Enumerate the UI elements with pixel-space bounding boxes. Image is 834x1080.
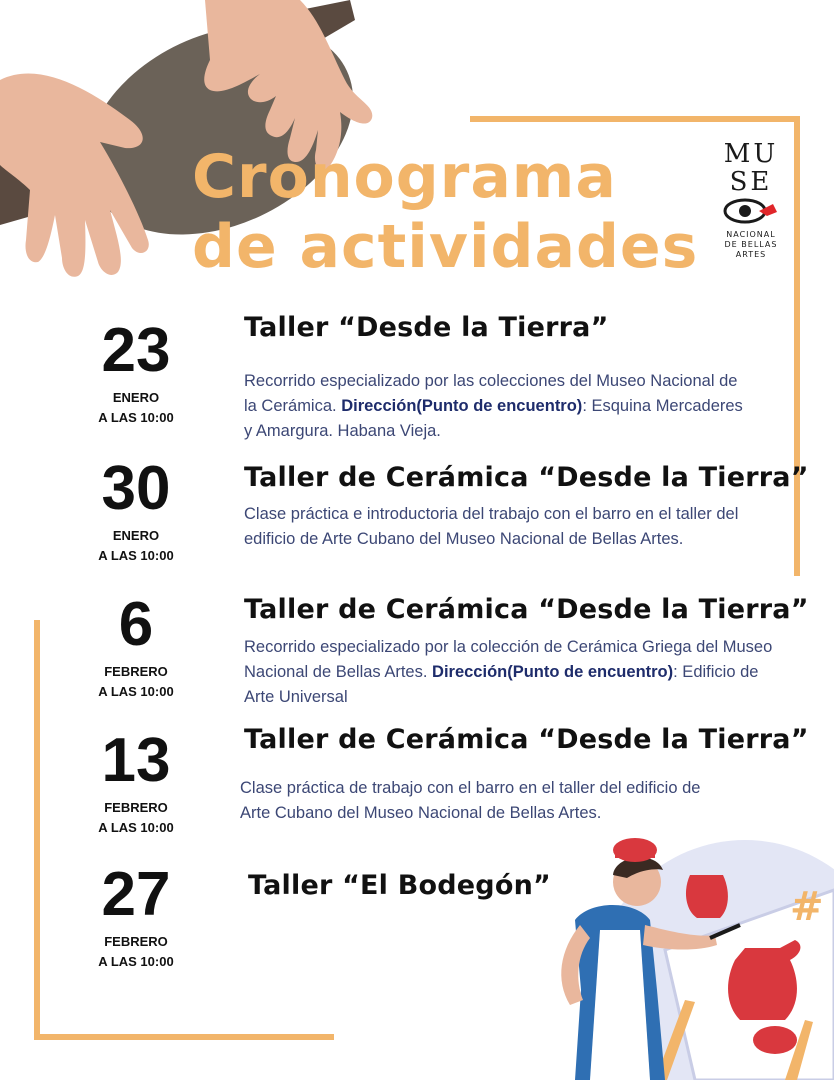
event-description [244, 635, 784, 710]
event-time: A LAS 10:00 [98, 684, 174, 699]
event-month: FEBRERO [104, 800, 168, 815]
event-time: A LAS 10:00 [98, 548, 174, 563]
frame-bottom-line [34, 1034, 334, 1040]
event-description-text: Clase práctica e introductoria del trabajo con el barro en el taller del edificio de Arte Cubano del Museo Nacional de Bellas Artes. [244, 505, 739, 548]
frame-top-line [470, 116, 800, 122]
event-description-text: Recorrido especializado por las colecciones del Museo Nacional de la Cerámica. [244, 372, 738, 415]
event-time: A LAS 10:00 [98, 410, 174, 425]
event-title: Taller “El Bodegón” [248, 870, 551, 901]
event-day: 13 [101, 726, 171, 795]
event-time: A LAS 10:00 [98, 954, 174, 969]
event-month: ENERO [112, 528, 160, 543]
svg-text:#: # [790, 884, 824, 930]
event-description [240, 776, 720, 826]
frame-left-line [34, 620, 40, 1040]
event-day: 6 [118, 590, 154, 659]
event-date [80, 456, 192, 566]
title-line-1: Cronograma [192, 142, 617, 212]
event-description-text: Recorrido especializado por la colección de Cerámica Griega del Museo Nacional de Bellas Artes. [244, 638, 773, 681]
frame-right-line [794, 116, 800, 576]
event-date [80, 728, 192, 838]
event-description [244, 502, 774, 552]
logo-text-mu: MU [723, 139, 779, 169]
event-month: FEBRERO [104, 664, 168, 679]
logo-text-nacional: NACIONAL [726, 230, 776, 239]
event-title: Taller de Cerámica “Desde la Tierra” [244, 594, 809, 625]
painter-illustration [545, 830, 834, 1080]
event-direction-text: : Esquina Mercaderes y Amargura. Habana Vieja. [244, 397, 743, 440]
event-day: 27 [101, 860, 171, 929]
event-date [80, 592, 192, 702]
event-description [244, 369, 744, 444]
event-direction-label: Dirección(Punto de encuentro) [341, 397, 583, 415]
logo-text-artes: ARTES [735, 250, 767, 259]
title-line-2: de actividades [192, 212, 699, 282]
event-month: FEBRERO [104, 934, 168, 949]
event-month: ENERO [112, 390, 160, 405]
event-title: Taller “Desde la Tierra” [244, 312, 609, 343]
event-title: Taller de Cerámica “Desde la Tierra” [244, 462, 809, 493]
event-description-text: Clase práctica de trabajo con el barro en el taller del edificio de Arte Cubano del Museo Nacional de Bellas Artes. [240, 779, 701, 822]
logo-text-se: SE [729, 167, 773, 197]
page-title [192, 142, 712, 282]
event-day: 30 [101, 454, 171, 523]
eye-icon [723, 196, 779, 226]
event-title: Taller de Cerámica “Desde la Tierra” [244, 724, 809, 755]
event-time: A LAS 10:00 [98, 820, 174, 835]
museum-logo [716, 140, 786, 260]
event-direction-label: Dirección(Punto de encuentro) [432, 663, 674, 681]
event-date [80, 862, 192, 972]
event-direction-text: : Edificio de Arte Universal [244, 663, 759, 706]
event-date [80, 318, 192, 428]
event-day: 23 [101, 316, 171, 385]
logo-text-de-bellas: DE BELLAS [724, 240, 778, 249]
